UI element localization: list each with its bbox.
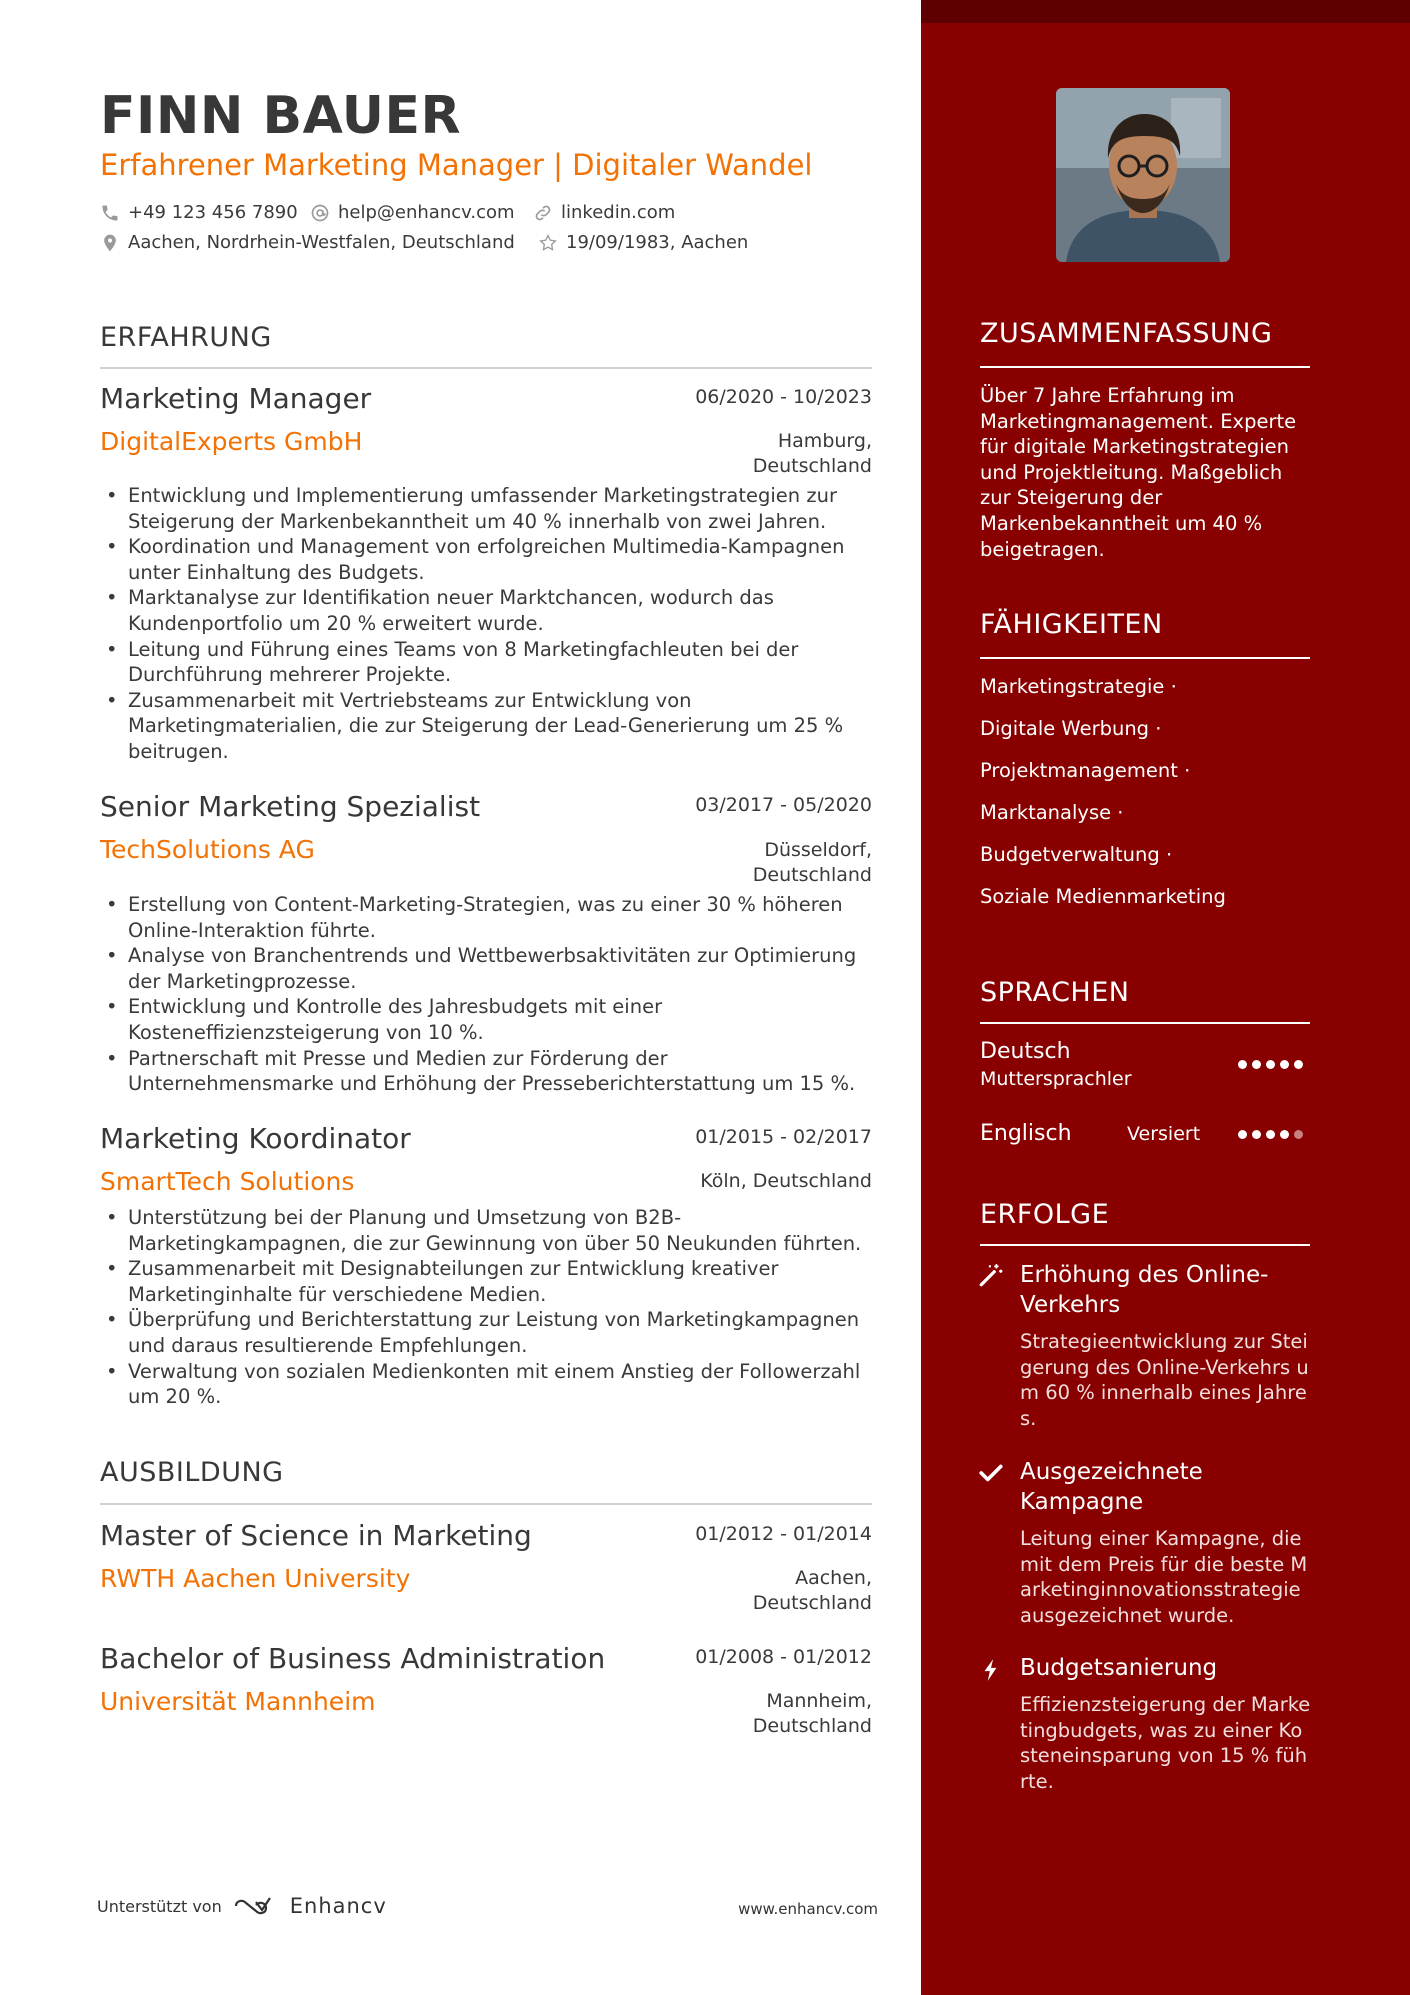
skill-item: Projektmanagement ·: [980, 759, 1191, 782]
language-level: Versiert: [1127, 1123, 1201, 1145]
location-text: Aachen, Nordrhein-Westfalen, Deutschland: [128, 232, 515, 253]
skills-divider: [980, 657, 1310, 659]
bullet-item: • Koordination und Management von erfolgreichen Multimedia-Kampagnen unter Einhaltung des Budgets.: [128, 534, 872, 585]
birth-text: 19/09/1983, Aachen: [566, 232, 749, 253]
location-line: Deutschland: [752, 864, 872, 886]
skills-heading: FÄHIGKEITEN: [980, 609, 1163, 640]
job-title: Senior Marketing Spezialist: [100, 790, 481, 823]
rating-dot: [1294, 1130, 1303, 1139]
bullet-item: • Zusammenarbeit mit Vertriebsteams zur Entwicklung von Marketingmaterialien, die zur Steigerung der Lead-Generierung um 25 % beitrugen.: [128, 688, 872, 765]
summary-text: Über 7 Jahre Erfahrung im Marketingmanagement. Experte für digitale Marketingstrategien und Projektleitung. Maßgeblich zur Steigerung der Markenbekanntheit um 40 % beigetragen.: [980, 384, 1297, 561]
rating-dot: [1252, 1060, 1261, 1069]
check-icon: [978, 1460, 1004, 1486]
at-icon: [310, 203, 330, 223]
rating-dot: [1252, 1130, 1261, 1139]
achievement-desc: Effizienzsteigerung der Marketingbudgets, was zu einer Kosteneinsparung von 15 % führte.: [1020, 1693, 1311, 1793]
job-date: 03/2017 - 05/2020: [695, 794, 872, 816]
job-title: Marketing Manager: [100, 382, 372, 415]
school-location: [652, 1566, 872, 1616]
experience-divider: [100, 367, 872, 369]
location-line: Deutschland: [752, 1715, 872, 1737]
achievement-title: Budgetsanierung: [1020, 1655, 1218, 1681]
lightning-icon: [978, 1657, 1004, 1683]
rating-dot: [1294, 1060, 1303, 1069]
bullet-item: • Leitung und Führung eines Teams von 8 Marketingfachleuten bei der Durchführung mehrerer Projekte.: [128, 637, 872, 688]
skill-item: Budgetverwaltung ·: [980, 843, 1173, 866]
job-bullets: [100, 892, 872, 1097]
rating-dot: [1238, 1060, 1247, 1069]
job-location: [652, 429, 872, 479]
education-divider: [100, 1503, 872, 1505]
bullet-item: • Zusammenarbeit mit Designabteilungen zur Entwicklung kreativer Marketinginhalte für verschiedene Medien.: [128, 1256, 872, 1307]
job-location: [652, 1169, 872, 1194]
bullet-item: • Entwicklung und Kontrolle des Jahresbudgets mit einer Kosteneffizienzsteigerung von 10 %.: [128, 994, 872, 1045]
contact-phone: [100, 202, 298, 223]
rating-dot: [1280, 1130, 1289, 1139]
summary-divider: [980, 366, 1310, 368]
achievement-desc: Leitung einer Kampagne, die mit dem Preis für die beste Marketinginnovationsstrategie ausgezeichnet wurde.: [1020, 1527, 1308, 1627]
contact-birth: [538, 232, 748, 253]
candidate-name: FINN BAUER: [100, 86, 462, 146]
bullet-item: • Verwaltung von sozialen Medienkonten mit einem Anstieg der Followerzahl um 20 %.: [128, 1359, 872, 1410]
languages-heading: SPRACHEN: [980, 977, 1130, 1008]
profile-photo: [1056, 88, 1230, 262]
sidebar-top-bar: [921, 0, 1410, 23]
bullet-item: • Partnerschaft mit Presse und Medien zur Förderung der Unternehmensmarke und Erhöhung der Presseberichterstattung um 15 %.: [128, 1046, 872, 1097]
bullet-item: • Analyse von Branchentrends und Wettbewerbsaktivitäten zur Optimierung der Marketingprozesse.: [128, 943, 872, 994]
bullet-item: • Marktanalyse zur Identifikation neuer Marktchancen, wodurch das Kundenportfolio um 20 % erweitert wurde.: [128, 585, 872, 636]
brand-name: Enhancv: [289, 1894, 387, 1918]
location-line: Deutschland: [752, 455, 872, 477]
experience-heading: ERFAHRUNG: [100, 322, 272, 353]
enhancv-logo-icon: [232, 1894, 280, 1918]
company-name: TechSolutions AG: [100, 835, 315, 864]
education-date: 01/2012 - 01/2014: [695, 1523, 872, 1545]
phone-icon: [100, 203, 120, 223]
rating-dot: [1266, 1060, 1275, 1069]
bullet-item: • Überprüfung und Berichterstattung zur Leistung von Marketingkampagnen und daraus resultierende Empfehlungen.: [128, 1307, 872, 1358]
star-icon: [538, 233, 558, 253]
location-line: Aachen,: [795, 1567, 872, 1589]
bullet-item: • Entwicklung und Implementierung umfassender Marketingstrategien zur Steigerung der Markenbekanntheit um 40 % innerhalb von zwei Jahren.: [128, 483, 872, 534]
location-line: Deutschland: [752, 1592, 872, 1614]
linkedin-link[interactable]: linkedin.com: [561, 202, 676, 223]
skill-item: Marketingstrategie ·: [980, 675, 1177, 698]
education-date: 01/2008 - 01/2012: [695, 1646, 872, 1668]
magic-wand-icon: [978, 1262, 1004, 1288]
location-line: Mannheim,: [766, 1690, 872, 1712]
location-line: Düsseldorf,: [764, 839, 872, 861]
language-name: Englisch: [980, 1121, 1072, 1146]
language-rating: [1238, 1130, 1303, 1139]
skill-item: Soziale Medienmarketing: [980, 885, 1226, 908]
footer-website[interactable]: www.enhancv.com: [738, 1900, 878, 1918]
link-icon: [533, 203, 553, 223]
job-location: [652, 838, 872, 888]
degree-title: Bachelor of Business Administration: [100, 1642, 606, 1675]
languages-divider: [980, 1022, 1310, 1024]
job-date: 01/2015 - 02/2017: [695, 1126, 872, 1148]
school-location: [652, 1689, 872, 1739]
summary-heading: ZUSAMMENFASSUNG: [980, 318, 1273, 349]
rating-dot: [1266, 1130, 1275, 1139]
job-bullets: [100, 1205, 872, 1410]
school-name: Universität Mannheim: [100, 1687, 376, 1716]
bullet-item: • Erstellung von Content-Marketing-Strategien, was zu einer 30 % höheren Online-Interaktion führte.: [128, 892, 872, 943]
footer-branding: [97, 1894, 387, 1918]
rating-dot: [1280, 1060, 1289, 1069]
phone-text: +49 123 456 7890: [128, 202, 298, 223]
contact-linkedin[interactable]: [533, 202, 675, 223]
skill-item: Marktanalyse ·: [980, 801, 1124, 824]
school-name: RWTH Aachen University: [100, 1564, 411, 1593]
powered-by-text: Unterstützt von: [97, 1896, 222, 1916]
job-title: Marketing Koordinator: [100, 1122, 411, 1155]
job-bullets: [100, 483, 872, 765]
headline: Erfahrener Marketing Manager | Digitaler Wandel: [100, 148, 813, 182]
job-date: 06/2020 - 10/2023: [695, 386, 872, 408]
achievement-desc: Strategieentwicklung zur Steigerung des Online-Verkehrs um 60 % innerhalb eines Jahres.: [1020, 1330, 1309, 1430]
achievements-divider: [980, 1244, 1310, 1246]
achievement-title: Erhöhung des Online-Verkehrs: [1020, 1262, 1269, 1318]
contact-location: [100, 232, 515, 253]
location-line: Hamburg,: [777, 430, 872, 452]
language-level: Muttersprachler: [980, 1068, 1132, 1090]
skill-item: Digitale Werbung ·: [980, 717, 1162, 740]
education-heading: AUSBILDUNG: [100, 1457, 284, 1488]
email-link[interactable]: help@enhancv.com: [338, 202, 515, 223]
achievement-title: Ausgezeichnete Kampagne: [1020, 1459, 1203, 1515]
contact-email[interactable]: [310, 202, 515, 223]
bullet-item: • Unterstützung bei der Planung und Umsetzung von B2B-Marketingkampagnen, die zur Gewinnung von über 50 Neukunden führten.: [128, 1205, 872, 1256]
achievements-heading: ERFOLGE: [980, 1199, 1110, 1230]
rating-dot: [1238, 1130, 1247, 1139]
language-rating: [1238, 1060, 1303, 1069]
company-name: DigitalExperts GmbH: [100, 427, 363, 456]
degree-title: Master of Science in Marketing: [100, 1519, 532, 1552]
location-pin-icon: [100, 233, 120, 253]
location-line: Köln, Deutschland: [700, 1170, 872, 1192]
company-name: SmartTech Solutions: [100, 1167, 355, 1196]
language-name: Deutsch: [980, 1039, 1071, 1064]
